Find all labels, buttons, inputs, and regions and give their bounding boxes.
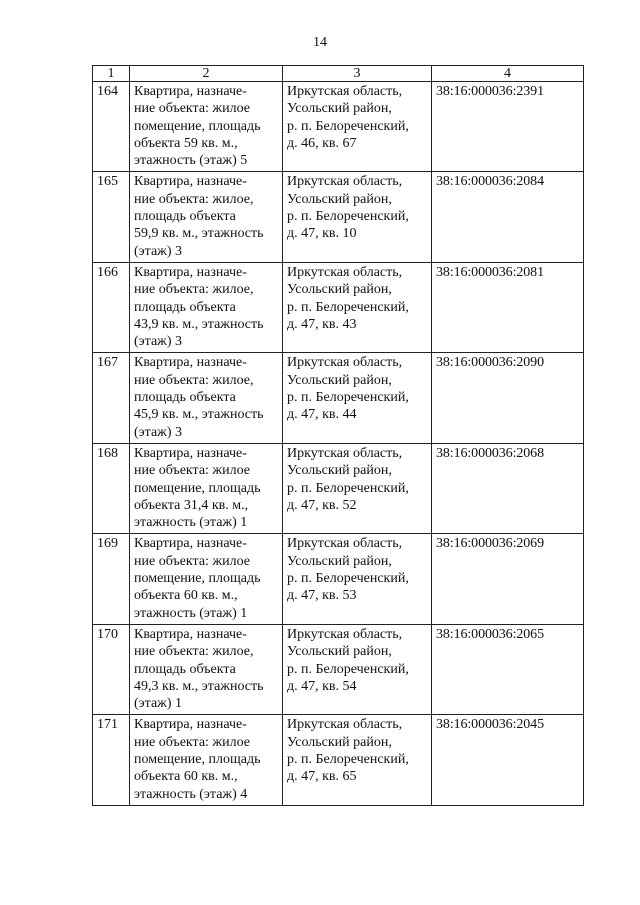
object-address: Иркутская область, Усольский район, р. п. Белореченский, д. 47, кв. 54: [283, 624, 432, 714]
row-number: 171: [93, 715, 130, 805]
row-number: 164: [93, 82, 130, 172]
table-row: [93, 534, 584, 624]
header-cell-1: 1: [93, 66, 130, 82]
object-description: Квартира, назначе- ние объекта: жилое, площадь объекта 43,9 кв. м., этажность (этаж) 3: [130, 262, 283, 352]
object-address: Иркутская область, Усольский район, р. п. Белореченский, д. 47, кв. 10: [283, 172, 432, 262]
row-number: 170: [93, 624, 130, 714]
object-description: Квартира, назначе- ние объекта: жилое помещение, площадь объекта 60 кв. м., этажность (этаж) 1: [130, 534, 283, 624]
header-row: [93, 66, 584, 82]
table-row: [93, 353, 584, 443]
table-row: [93, 262, 584, 352]
object-description: Квартира, назначе- ние объекта: жилое помещение, площадь объекта 31,4 кв. м., этажность (этаж) 1: [130, 443, 283, 533]
header-cell-4: 4: [432, 66, 584, 82]
object-address: Иркутская область, Усольский район, р. п. Белореченский, д. 47, кв. 44: [283, 353, 432, 443]
cadastral-number: 38:16:000036:2081: [432, 262, 584, 352]
row-number: 166: [93, 262, 130, 352]
object-description: Квартира, назначе- ние объекта: жилое помещение, площадь объекта 60 кв. м., этажность (этаж) 4: [130, 715, 283, 805]
cadastral-number: 38:16:000036:2045: [432, 715, 584, 805]
object-description: Квартира, назначе- ние объекта: жилое, площадь объекта 49,3 кв. м., этажность (этаж) 1: [130, 624, 283, 714]
object-description: Квартира, назначе- ние объекта: жилое помещение, площадь объекта 59 кв. м., этажность (этаж) 5: [130, 82, 283, 172]
row-number: 168: [93, 443, 130, 533]
table-row: [93, 715, 584, 805]
object-address: Иркутская область, Усольский район, р. п. Белореченский, д. 47, кв. 65: [283, 715, 432, 805]
row-number: 169: [93, 534, 130, 624]
header-cell-3: 3: [283, 66, 432, 82]
property-table: [92, 65, 584, 806]
page-number: 14: [313, 35, 327, 50]
object-description: Квартира, назначе- ние объекта: жилое, площадь объекта 59,9 кв. м., этажность (этаж) 3: [130, 172, 283, 262]
table-row: [93, 624, 584, 714]
cadastral-number: 38:16:000036:2068: [432, 443, 584, 533]
cadastral-number: 38:16:000036:2084: [432, 172, 584, 262]
cadastral-number: 38:16:000036:2065: [432, 624, 584, 714]
cadastral-number: 38:16:000036:2391: [432, 82, 584, 172]
object-address: Иркутская область, Усольский район, р. п. Белореченский, д. 47, кв. 53: [283, 534, 432, 624]
object-description: Квартира, назначе- ние объекта: жилое, площадь объекта 45,9 кв. м., этажность (этаж) 3: [130, 353, 283, 443]
object-address: Иркутская область, Усольский район, р. п. Белореченский, д. 46, кв. 67: [283, 82, 432, 172]
table-row: [93, 172, 584, 262]
object-address: Иркутская область, Усольский район, р. п. Белореченский, д. 47, кв. 52: [283, 443, 432, 533]
header-cell-2: 2: [130, 66, 283, 82]
cadastral-number: 38:16:000036:2069: [432, 534, 584, 624]
cadastral-number: 38:16:000036:2090: [432, 353, 584, 443]
row-number: 167: [93, 353, 130, 443]
table-row: [93, 82, 584, 172]
row-number: 165: [93, 172, 130, 262]
table-row: [93, 443, 584, 533]
object-address: Иркутская область, Усольский район, р. п. Белореченский, д. 47, кв. 43: [283, 262, 432, 352]
